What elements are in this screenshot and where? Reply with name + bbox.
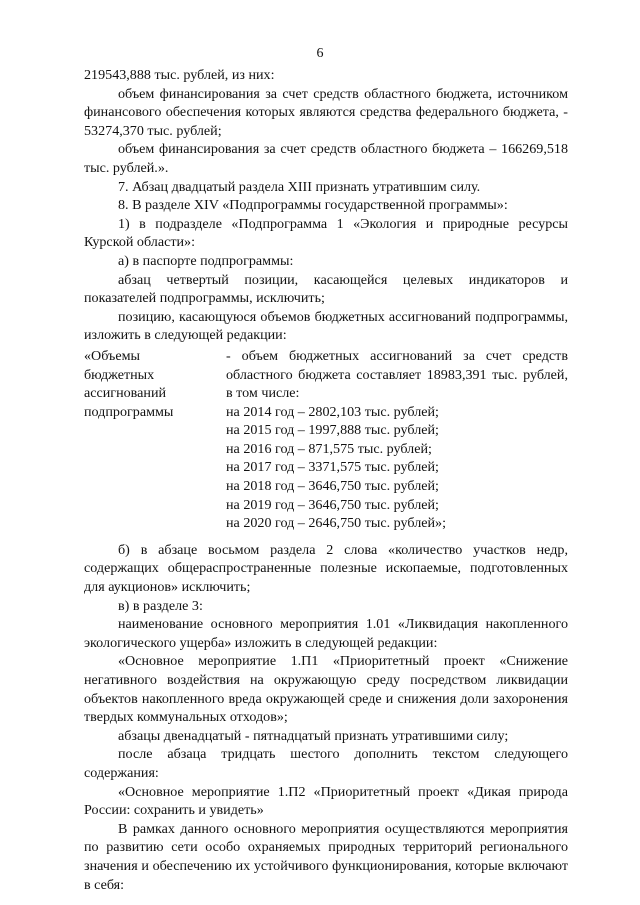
table-year-line: на 2016 год – 871,575 тыс. рублей; [226,440,432,457]
table-year-line: на 2020 год – 2646,750 тыс. рублей»; [226,515,447,532]
budget-table-label [84,347,226,533]
table-year-line: на 2014 год – 2802,103 тыс. рублей; [226,403,439,420]
paragraph: В рамках данного основного мероприятия осуществляются мероприятия по развитию сети особо охраняемых природных территорий регионального значения и обеспечению их устойчивого функционирования, которые включают в себя: [84,820,568,893]
paragraph: а) в паспорте подпрограммы: [118,252,294,269]
paragraph: 1) в подразделе «Подпрограмма 1 «Экология и природные ресурсы Курской области»: [84,215,568,251]
paragraph: абзацы двенадцатый - пятнадцатый признать утратившими силу; [118,727,509,744]
paragraph: абзац четвертый позиции, касающейся целевых индикаторов и показателей подпрограммы, исключить; [84,271,568,307]
paragraph: «Основное мероприятие 1.П2 «Приоритетный проект «Дикая природа России: сохранить и увидеть» [84,783,568,819]
table-label-line: «Объемы [84,347,140,364]
paragraph: в) в разделе 3: [118,597,203,614]
table-label-line: ассигнований [84,385,167,402]
paragraph: объем финансирования за счет средств областного бюджета – 166269,518 тыс. рублей.». [84,141,568,176]
paragraph: наименование основного мероприятия 1.01 «Ликвидация накопленного экологического ущерба» изложить в следующей редакции: [84,616,568,651]
budget-table [84,347,568,533]
table-intro: - объем бюджетных ассигнований за счет средств областного бюджета составляет 18983,391 тыс. рублей, в том числе: [226,347,568,402]
table-year-line: на 2015 год – 1997,888 тыс. рублей; [226,422,439,439]
paragraph: 219543,888 тыс. рублей, из них: [84,67,275,83]
paragraph: «Основное мероприятие 1.П1 «Приоритетный проект «Снижение негативного воздействия на окружающую среду посредством ликвидации объектов накопленного вреда окружающей среде и снижения доли захоронения твердых коммунальных отходов»; [84,653,568,726]
paragraph: позицию, касающуюся объемов бюджетных ассигнований подпрограммы, изложить в следующей редакции: [84,308,568,344]
table-year-line: на 2017 год – 3371,575 тыс. рублей; [226,459,439,476]
page-number: 6 [316,46,324,61]
paragraph: б) в абзаце восьмом раздела 2 слова «количество участков недр, содержащих общераспространенные полезные ископаемые, подготовленных для аукционов» исключить; [84,541,568,596]
table-label-line: бюджетных [84,366,155,383]
paragraph: 8. В разделе XIV «Подпрограммы государственной программы»: [118,197,508,214]
paragraph: 7. Абзац двадцатый раздела XIII признать утратившим силу. [118,178,481,195]
budget-table-values [226,347,568,533]
paragraph: объем финансирования за счет средств областного бюджета, источником финансового обеспечения которых являются средства федерального бюджета, - 53274,370 тыс. рублей; [84,85,568,139]
table-label-line: подпрограммы [84,403,174,420]
document-body [84,66,568,894]
table-year-line: на 2018 год – 3646,750 тыс. рублей; [226,478,439,495]
paragraph: после абзаца тридцать шестого дополнить текстом следующего содержания: [84,746,568,781]
table-year-line: на 2019 год – 3646,750 тыс. рублей; [226,496,439,513]
